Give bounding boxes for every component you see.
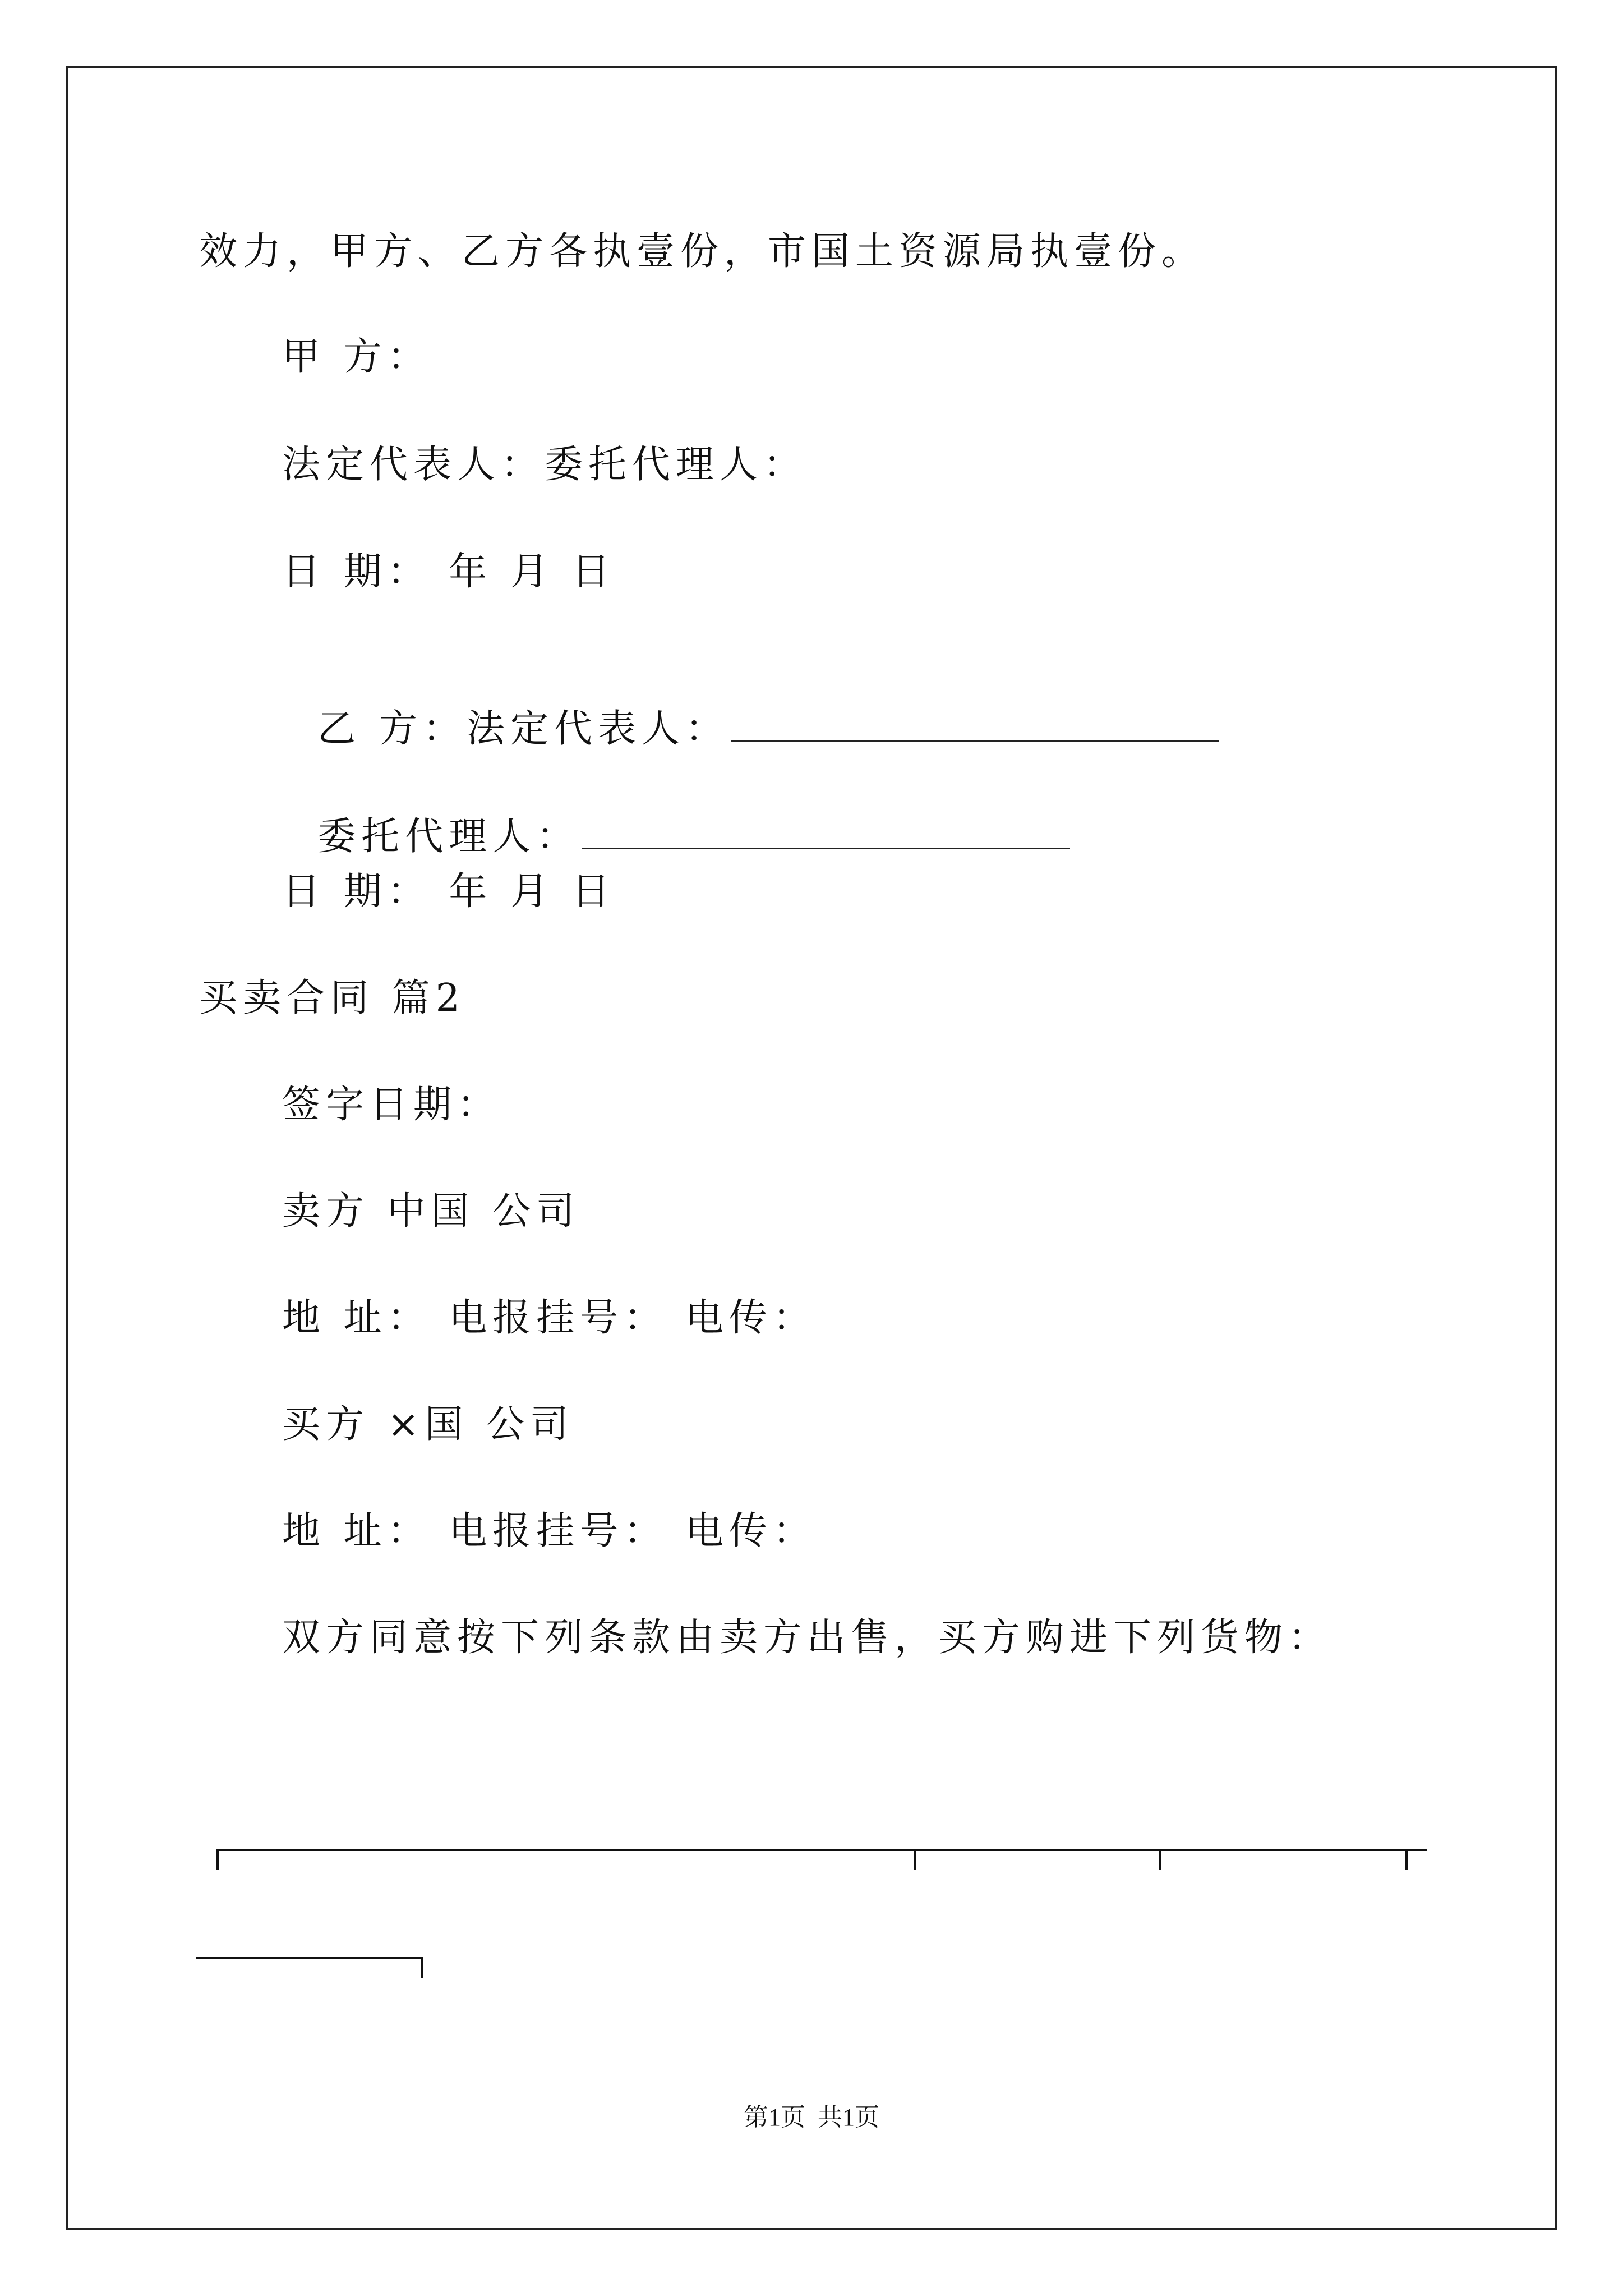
party-a-label: 甲 方： [282,335,431,379]
table-column-tick-2 [1159,1849,1161,1870]
agreement-line: 双方同意按下列条款由卖方出售，买方购进下列货物： [282,1616,1332,1660]
signing-date: 签字日期： [282,1083,501,1127]
party-b-representative-label: 乙 方：法定代表人： [317,707,729,751]
table-bottom-rule [196,1957,423,1959]
table-top-rule [216,1849,1427,1851]
party-b-representative-blank [731,705,1219,742]
party-b-agent-label: 委托代理人： [317,815,580,859]
party-b-agent-row [282,761,1070,862]
table-column-tick-1 [914,1849,916,1870]
page-footer: 第1页 共1页 [744,2104,879,2131]
page-border [66,66,1557,2230]
party-b-agent-blank [582,813,1070,849]
buyer-line: 买方 ×国 公司 [282,1402,574,1447]
buyer-address-line: 地 址： 电报挂号： 电传： [282,1509,817,1553]
seller-address-line: 地 址： 电报挂号： 电传： [282,1296,817,1340]
seller-line: 卖方 中国 公司 [282,1189,580,1234]
contract-heading: 买卖合同 篇2 [199,976,465,1020]
body-line-validity: 效力，甲方、乙方各执壹份，市国土资源局执壹份。 [199,229,1206,274]
party-b-date: 日 期： 年 月 日 [282,869,616,914]
table-left-tick [216,1849,219,1870]
party-b-representative-row [282,654,1219,754]
party-a-representatives: 法定代表人：委托代理人： [282,443,808,487]
table-column-tick-3 [1405,1849,1408,1870]
table-bottom-tick [421,1957,423,1978]
party-a-date: 日 期： 年 月 日 [282,550,616,594]
